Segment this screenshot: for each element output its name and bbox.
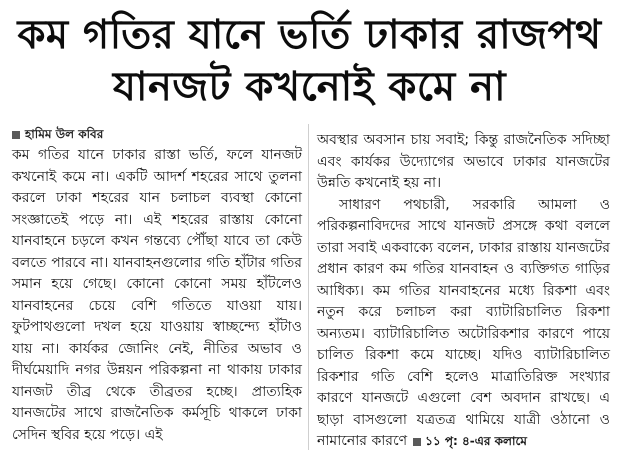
headline: [0, 0, 619, 118]
article-paragraph-with-jump: [317, 195, 610, 453]
article-paragraph-text: সাধারণ পথচারী, সরকারি আমলা ও পরিকল্পনাবিদদের সাথে যানজট প্রসঙ্গে কথা বললে তারা সবাই একবাক্যে বলেন, ঢাকার রাস্তায় যানজটের প্রধান কারণ কম গতির যানবাহন ও ব্যক্তিগত গাড়ির আধিক্য। কম গতির যানবাহনের মধ্যে রিকশা এবং নতুন করে চলাচল করা ব্যাটারিচালিত রিকশা অন্যতম। ব্যাটারিচালিত অটোরিকশার কারণে পায়ে চালিত রিকশা কমে যাচ্ছে। যদিও ব্যাটারিচালিত রিকশার গতি বেশি হলেও মাত্রাতিরিক্ত সংখ্যার কারণে যানজটে এগুলো বেশ অবদান রাখছে। এ ছাড়া বাসগুলো যত্রতত্র থামিয়ে যাত্রী ওঠানো ও নামানোর কারণে: [317, 196, 610, 449]
headline-line-2: যানজট কখনোই কমে না: [112, 64, 507, 110]
article-column-right: [317, 130, 610, 453]
article-paragraph: কম গতির যানে ঢাকার রাস্তা ভর্তি, ফলে যানজট কখনোই কমে না। একটি আদর্শ শহরের সাথে তুলনা করলে ঢাকা শহরের যান চলাচল ব্যবস্থা কোনো সংজ্ঞাতেই পড়ে না। এই শহরের রাস্তায় কোনো যানবাহনে চড়লে কখন গন্তব্যে পৌঁছা যাবে তা কেউ বলতে পারবে না। যানবাহনগুলোর গতি হাঁটার গতির সমান হয়ে গেছে। কোনো কোনো সময় হাঁটলেও যানবাহনের চেয়ে বেশি গতিতে যাওয়া যায়। ফুটপাথগুলো দখল হয়ে যাওয়ায় স্বাচ্ছন্দ্যে হাঁটাও যায় না। কার্যকর জোনিং নেই, নীতির অভাব ও দীর্ঘমেয়াদি নগর উন্নয়ন পরিকল্পনা না থাকায় ঢাকার যানজট তীব্র থেকে তীব্রতর হচ্ছে। প্রাত্যহিক যানজটের সাথে রাজনৈতিক কর্মসূচি থাকলে ঢাকা সেদিন স্থবির হয়ে পড়ে। এই: [12, 147, 302, 443]
jump-text: ১১ পৃ: ৪-এর কলামে: [425, 434, 527, 448]
column-divider: [308, 124, 309, 450]
continuation-jump: [407, 434, 527, 448]
jump-marker-icon: [413, 438, 421, 446]
headline-line-1: কম গতির যানে ভর্তি ঢাকার রাজপথ: [17, 12, 602, 58]
byline-bullet-icon: [12, 131, 20, 139]
byline-author: হামিম উল কবির: [25, 127, 104, 141]
article-paragraph: অবস্থার অবসান চায় সবাই; কিন্তু রাজনৈতিক সদিচ্ছা এবং কার্যকর উদ্যোগের অভাবে ঢাকার যানজটের উন্নতি কখনোই হয় না।: [317, 132, 610, 191]
article-column-left: [12, 145, 302, 446]
byline: [12, 124, 103, 144]
